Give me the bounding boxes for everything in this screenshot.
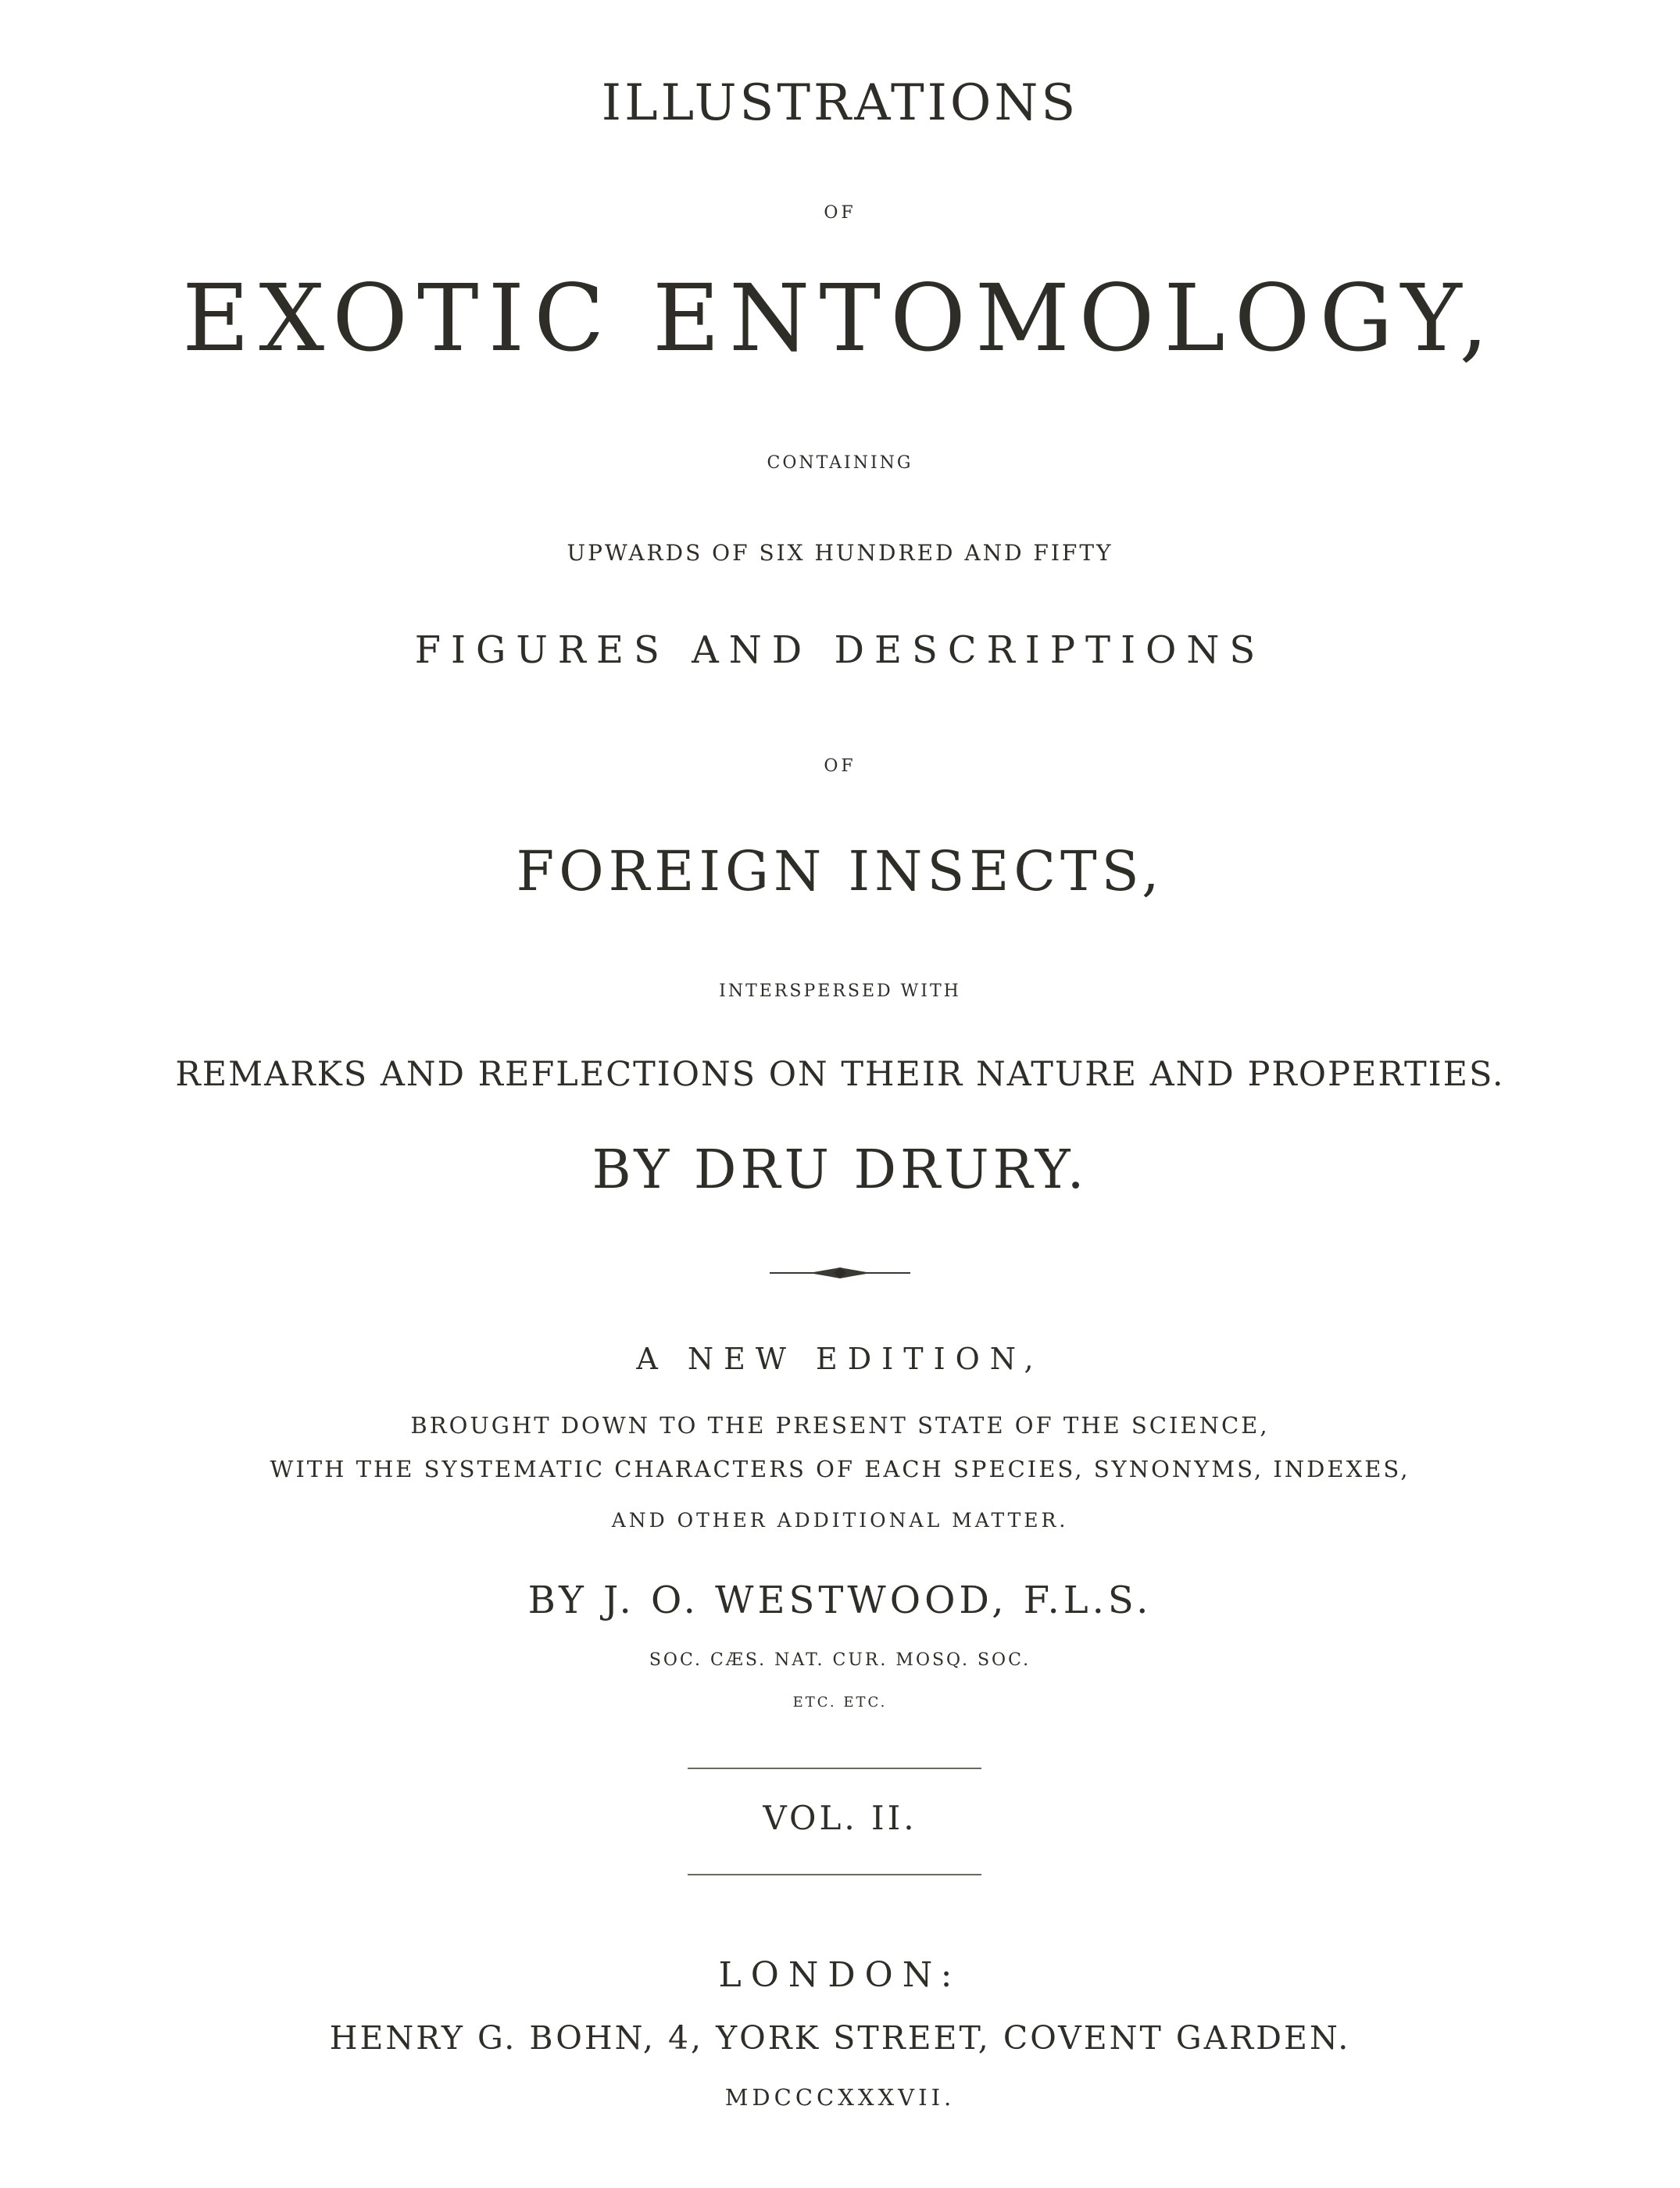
diamond-ornament-icon: [762, 1261, 918, 1285]
of-connector-1: OF: [824, 203, 856, 223]
volume-rule-top: [688, 1768, 981, 1769]
editor-societies: SOC. CÆS. NAT. CUR. MOSQ. SOC.: [649, 1650, 1031, 1670]
imprint-city: LONDON:: [718, 1955, 962, 1995]
edition-description-line-3: AND OTHER ADDITIONAL MATTER.: [611, 1509, 1069, 1532]
title-line-illustrations: ILLUSTRATIONS: [601, 74, 1079, 132]
editor-etc: ETC. ETC.: [792, 1694, 888, 1711]
title-line-exotic-entomology: EXOTIC ENTOMOLOGY,: [182, 264, 1498, 372]
remarks-line: REMARKS AND REFLECTIONS ON THEIR NATURE AND PROPERTIES.: [175, 1055, 1505, 1094]
imprint-publisher: HENRY G. BOHN, 4, YORK STREET, COVENT GARDEN.: [329, 2019, 1351, 2057]
edition-description-line-1: BROUGHT DOWN TO THE PRESENT STATE OF THE SCIENCE,: [410, 1412, 1270, 1439]
containing-label: CONTAINING: [767, 453, 913, 473]
editor-line: BY J. O. WESTWOOD, F.L.S.: [527, 1578, 1153, 1622]
imprint-year: MDCCCXXXVII.: [724, 2084, 956, 2111]
author-line: BY DRU DRURY.: [592, 1139, 1088, 1201]
interspersed-label: INTERSPERSED WITH: [719, 981, 961, 1001]
edition-description-line-2: WITH THE SYSTEMATIC CHARACTERS OF EACH SPECIES, SYNONYMS, INDEXES,: [270, 1456, 1410, 1482]
volume-rule-bottom: [688, 1874, 981, 1875]
figures-line: FIGURES AND DESCRIPTIONS: [414, 628, 1266, 672]
volume-label: VOL. II.: [763, 1799, 917, 1837]
foreign-insects-line: FOREIGN INSECTS,: [516, 839, 1164, 903]
of-connector-2: OF: [824, 756, 856, 776]
edition-heading: A NEW EDITION,: [636, 1342, 1044, 1376]
upwards-line: UPWARDS OF SIX HUNDRED AND FIFTY: [567, 540, 1113, 566]
